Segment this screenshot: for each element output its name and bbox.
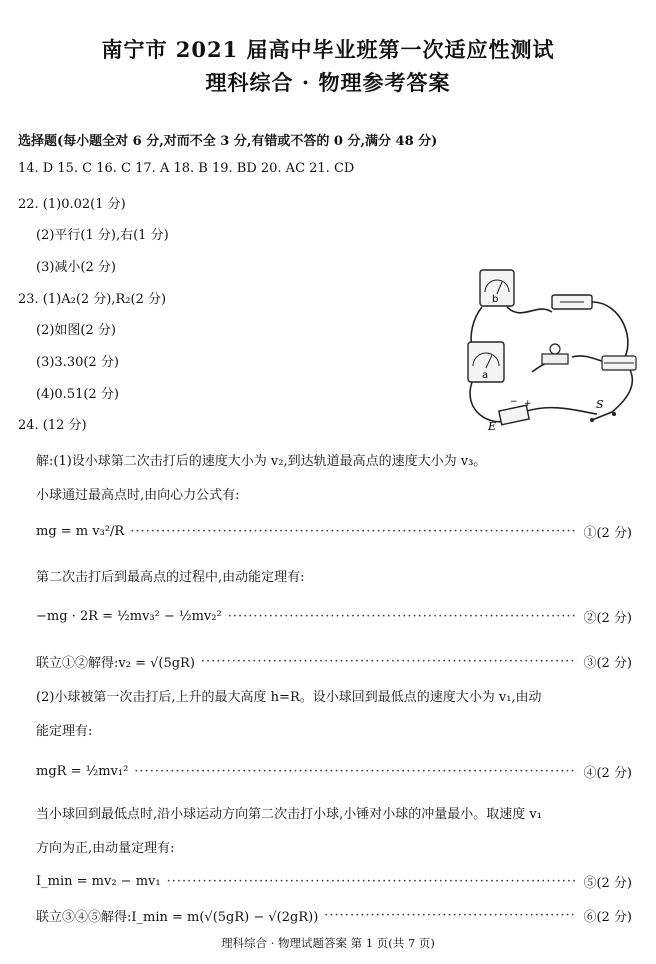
q22-part2: (2)平行(1 分),右(1 分) xyxy=(36,228,169,243)
battery-label: E xyxy=(488,420,497,433)
equation-3: 联立①②解得:v₂ = √(5gR) xyxy=(36,656,195,671)
equation-5: I_min = mv₂ − mv₁ xyxy=(36,874,161,889)
mc-answers: 14. D 15. C 16. C 17. A 18. B 19. BD 20. AC 21. CD xyxy=(18,161,355,176)
switch-label: S xyxy=(596,398,604,411)
equation-1: mg = m v₃²/R xyxy=(36,524,125,539)
q24-para-1: 解:(1)设小球第二次击打后的速度大小为 v₂,到达轨道最高点的速度大小为 v₃。 xyxy=(36,454,487,469)
equation-row-2 xyxy=(36,607,632,626)
q24-heading: 24. (12 分) xyxy=(18,418,87,433)
mc-heading: 选择题(每小题全对 6 分,对而不全 3 分,有错或不答的 0 分,满分 48 分) xyxy=(18,134,438,149)
q22-part1: 22. (1)0.02(1 分) xyxy=(18,197,126,212)
q24-para-7: 方向为正,由动量定理有: xyxy=(36,841,175,856)
title-line-1: 南宁市 2021 届高中毕业班第一次适应性测试 xyxy=(101,37,555,62)
circuit-diagram xyxy=(452,262,640,438)
equation-6-score: ⑥(2 分) xyxy=(583,910,632,925)
battery-minus-label: − xyxy=(510,397,518,407)
lamp-icon xyxy=(550,344,560,354)
q24-para-4: (2)小球被第一次击打后,上升的最大高度 h=R。设小球回到最低点的速度大小为 v₁,由动 xyxy=(36,690,542,705)
equation-row-6 xyxy=(36,906,632,925)
equation-3-score: ③(2 分) xyxy=(583,656,632,671)
q23-part4: (4)0.51(2 分) xyxy=(36,387,119,402)
equation-row-4 xyxy=(36,762,632,781)
title-line-2: 理科综合 · 物理参考答案 xyxy=(205,70,451,95)
equation-2: −mg · 2R = ½mv₃² − ½mv₂² xyxy=(36,609,222,624)
page-footer: 理科综合 · 物理试题答案 第 1 页(共 7 页) xyxy=(221,936,435,950)
q23-part3: (3)3.30(2 分) xyxy=(36,355,119,370)
equation-row-5 xyxy=(36,872,632,891)
equation-5-score: ⑤(2 分) xyxy=(583,876,632,891)
equation-2-score: ②(2 分) xyxy=(583,611,632,626)
q24-para-6: 当小球回到最低点时,沿小球运动方向第二次击打小球,小锤对小球的冲量最小。取速度 v₁ xyxy=(36,807,542,822)
meter-b-label: b xyxy=(492,294,499,305)
equation-row-3 xyxy=(36,652,632,671)
q23-part2: (2)如图(2 分) xyxy=(36,323,116,338)
q24-para-3: 第二次击打后到最高点的过程中,由动能定理有: xyxy=(36,570,305,585)
q22-part3: (3)减小(2 分) xyxy=(36,260,116,275)
equation-row-1 xyxy=(36,522,632,541)
equation-6: 联立③④⑤解得:I_min = m(√(5gR) − √(2gR)) xyxy=(36,910,319,925)
equation-4-score: ④(2 分) xyxy=(583,766,632,781)
battery-plus-label: + xyxy=(524,399,532,409)
equation-1-score: ①(2 分) xyxy=(583,526,632,541)
q24-para-2: 小球通过最高点时,由向心力公式有: xyxy=(36,488,240,503)
equation-4: mgR = ½mv₁² xyxy=(36,764,129,779)
q23-part1: 23. (1)A₂(2 分),R₂(2 分) xyxy=(18,292,167,307)
q24-para-5: 能定理有: xyxy=(36,724,93,739)
meter-a-label: a xyxy=(482,370,489,381)
